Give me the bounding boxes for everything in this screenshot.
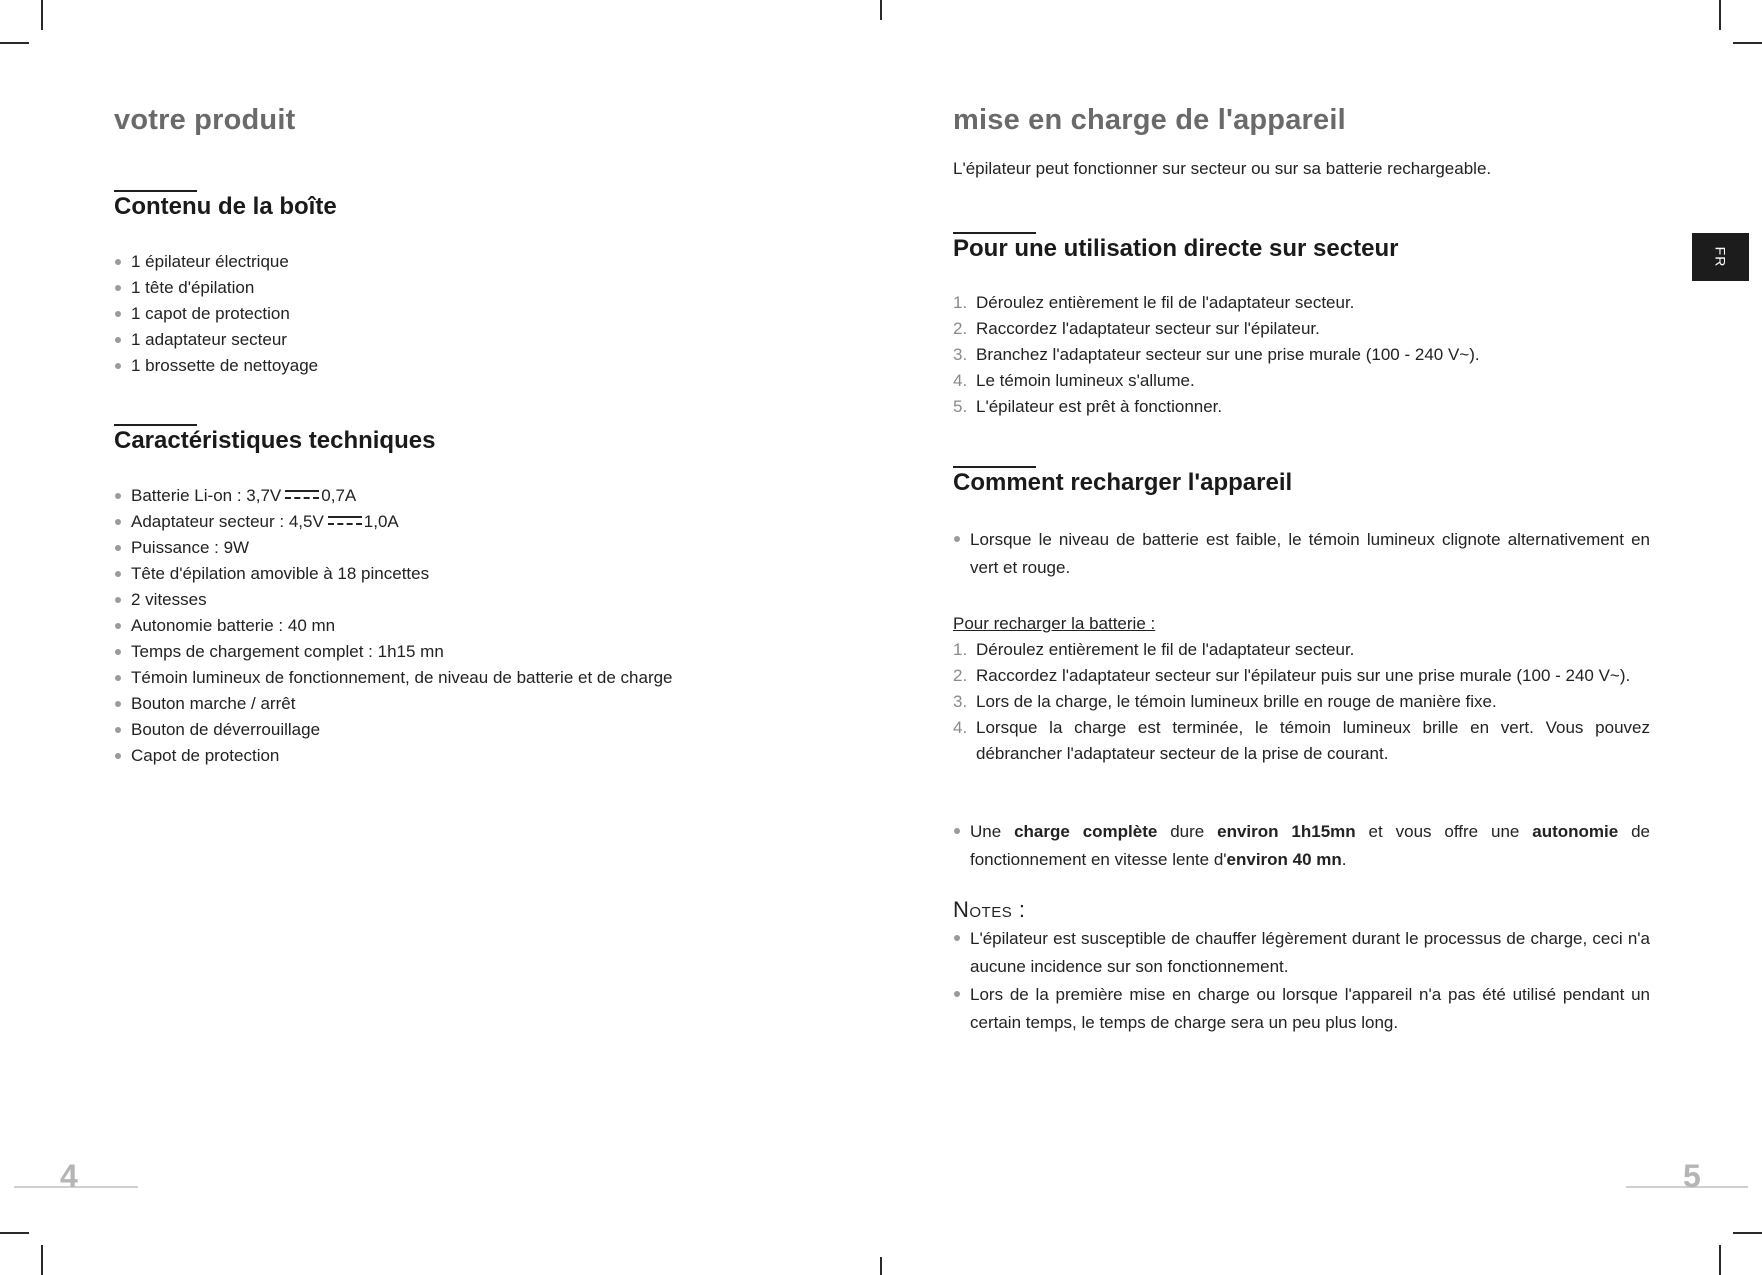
list-item-adapter — [114, 509, 754, 535]
battery-spec-label: Batterie Li-on : 3,7V — [131, 486, 282, 505]
step-text: Branchez l'adaptateur secteur sur une prise murale (100 - 240 V~). — [976, 345, 1480, 364]
dc-current-icon — [285, 490, 319, 502]
step-number: 3. — [953, 692, 968, 711]
summary-emphasis: autonomie — [1532, 822, 1619, 841]
page-title: mise en charge de l'appareil — [953, 104, 1346, 136]
page-number: 4 — [60, 1158, 78, 1194]
step-item — [953, 290, 1650, 316]
crop-mark — [0, 42, 29, 44]
list-item: Capot de protection — [114, 743, 754, 769]
step-number: 1. — [953, 293, 968, 312]
summary-text: Une — [970, 822, 1015, 841]
list-item: Tête d'épilation amovible à 18 pincettes — [114, 561, 754, 587]
crop-mark — [1719, 0, 1721, 30]
summary-text: et vous offre une — [1355, 822, 1533, 841]
step-text: Lorsque la charge est terminée, le témoin lumineux brille en vert. Vous pouvez débrancher l'adaptateur secteur de la prise de courant. — [976, 718, 1650, 763]
note-item: Lors de la première mise en charge ou lorsque l'appareil n'a pas été utilisé pendant un certain temps, le temps de charge sera un peu plus long. — [953, 981, 1650, 1037]
language-tab-label: FR — [1712, 246, 1729, 268]
step-number: 2. — [953, 319, 968, 338]
section-heading-specs: Caractéristiques techniques — [114, 427, 436, 454]
step-number: 4. — [953, 718, 968, 737]
list-item: 1 épilateur électrique — [114, 249, 714, 275]
list-item: 1 brossette de nettoyage — [114, 353, 714, 379]
list-item-battery — [114, 483, 754, 509]
recharge-steps — [953, 637, 1650, 767]
summary-emphasis: environ 40 mn — [1226, 850, 1342, 869]
recharge-subheading: Pour recharger la batterie : — [953, 614, 1156, 633]
crop-mark — [880, 0, 882, 20]
section-rule — [953, 232, 1036, 234]
list-item: Témoin lumineux de fonctionnement, de niveau de batterie et de charge — [114, 665, 754, 691]
box-contents-list — [114, 249, 714, 379]
section-rule — [114, 424, 197, 426]
step-item — [953, 715, 1650, 767]
notes-list — [953, 925, 1650, 1037]
crop-mark — [41, 1245, 43, 1275]
list-item: Temps de chargement complet : 1h15 mn — [114, 639, 754, 665]
intro-text: L'épilateur peut fonctionner sur secteur ou sur sa batterie rechargeable. — [953, 159, 1492, 178]
list-item: 1 adaptateur secteur — [114, 327, 714, 353]
step-item — [953, 394, 1650, 420]
step-item — [953, 663, 1650, 689]
step-number: 4. — [953, 371, 968, 390]
summary-emphasis: environ 1h15mn — [1217, 822, 1356, 841]
step-item — [953, 689, 1650, 715]
step-text: Lors de la charge, le témoin lumineux brille en rouge de manière fixe. — [976, 692, 1497, 711]
section-rule — [953, 466, 1036, 468]
notes-title: Notes : — [953, 897, 1026, 922]
low-battery-note: Lorsque le niveau de batterie est faible, le témoin lumineux clignote alternativement en vert et rouge. — [953, 526, 1650, 582]
crop-mark — [1733, 42, 1762, 44]
dc-current-icon — [328, 516, 362, 528]
step-number: 2. — [953, 666, 968, 685]
charge-summary-list — [953, 818, 1650, 874]
section-heading-direct-use: Pour une utilisation directe sur secteur — [953, 235, 1399, 262]
list-item: 1 tête d'épilation — [114, 275, 714, 301]
step-number: 5. — [953, 397, 968, 416]
step-number: 1. — [953, 640, 968, 659]
list-item: 1 capot de protection — [114, 301, 714, 327]
step-number: 3. — [953, 345, 968, 364]
step-text: Raccordez l'adaptateur secteur sur l'épilateur. — [976, 319, 1320, 338]
page-number: 5 — [1683, 1158, 1701, 1194]
list-item: Bouton de déverrouillage — [114, 717, 754, 743]
step-text: Déroulez entièrement le fil de l'adaptateur secteur. — [976, 640, 1355, 659]
list-item: Autonomie batterie : 40 mn — [114, 613, 754, 639]
step-item — [953, 316, 1650, 342]
list-item: Puissance : 9W — [114, 535, 754, 561]
note-item: L'épilateur est susceptible de chauffer légèrement durant le processus de charge, ceci n'a aucune incidence sur son fonctionnement. — [953, 925, 1650, 981]
step-item — [953, 368, 1650, 394]
step-text: Déroulez entièrement le fil de l'adaptateur secteur. — [976, 293, 1355, 312]
crop-mark — [0, 1232, 29, 1234]
section-heading-box-contents: Contenu de la boîte — [114, 193, 337, 220]
charge-summary — [953, 818, 1650, 874]
page-title: votre produit — [114, 104, 296, 136]
summary-text: . — [1341, 850, 1347, 869]
step-item — [953, 342, 1650, 368]
step-text: Raccordez l'adaptateur secteur sur l'épilateur puis sur une prise murale (100 - 240 V~). — [976, 666, 1631, 685]
list-item: 2 vitesses — [114, 587, 754, 613]
summary-emphasis: charge complète — [1014, 822, 1158, 841]
section-rule — [114, 190, 197, 192]
specs-list — [114, 483, 754, 769]
list-item: Bouton marche / arrêt — [114, 691, 754, 717]
language-tab — [1692, 233, 1749, 281]
crop-mark — [1719, 1245, 1721, 1275]
low-battery-note-list — [953, 526, 1650, 582]
summary-text: de fonctionnement en vitesse lente d' — [970, 822, 1650, 869]
step-text: L'épilateur est prêt à fonctionner. — [976, 397, 1223, 416]
adapter-spec-value: 1,0A — [363, 512, 399, 531]
crop-mark — [880, 1257, 882, 1275]
direct-use-steps — [953, 290, 1650, 420]
crop-mark — [1733, 1232, 1762, 1234]
step-item — [953, 637, 1650, 663]
summary-text: dure — [1157, 822, 1218, 841]
battery-spec-value: 0,7A — [321, 486, 357, 505]
step-text: Le témoin lumineux s'allume. — [976, 371, 1195, 390]
crop-mark — [41, 0, 43, 30]
section-heading-recharge: Comment recharger l'appareil — [953, 469, 1293, 496]
adapter-spec-label: Adaptateur secteur : 4,5V — [131, 512, 324, 531]
